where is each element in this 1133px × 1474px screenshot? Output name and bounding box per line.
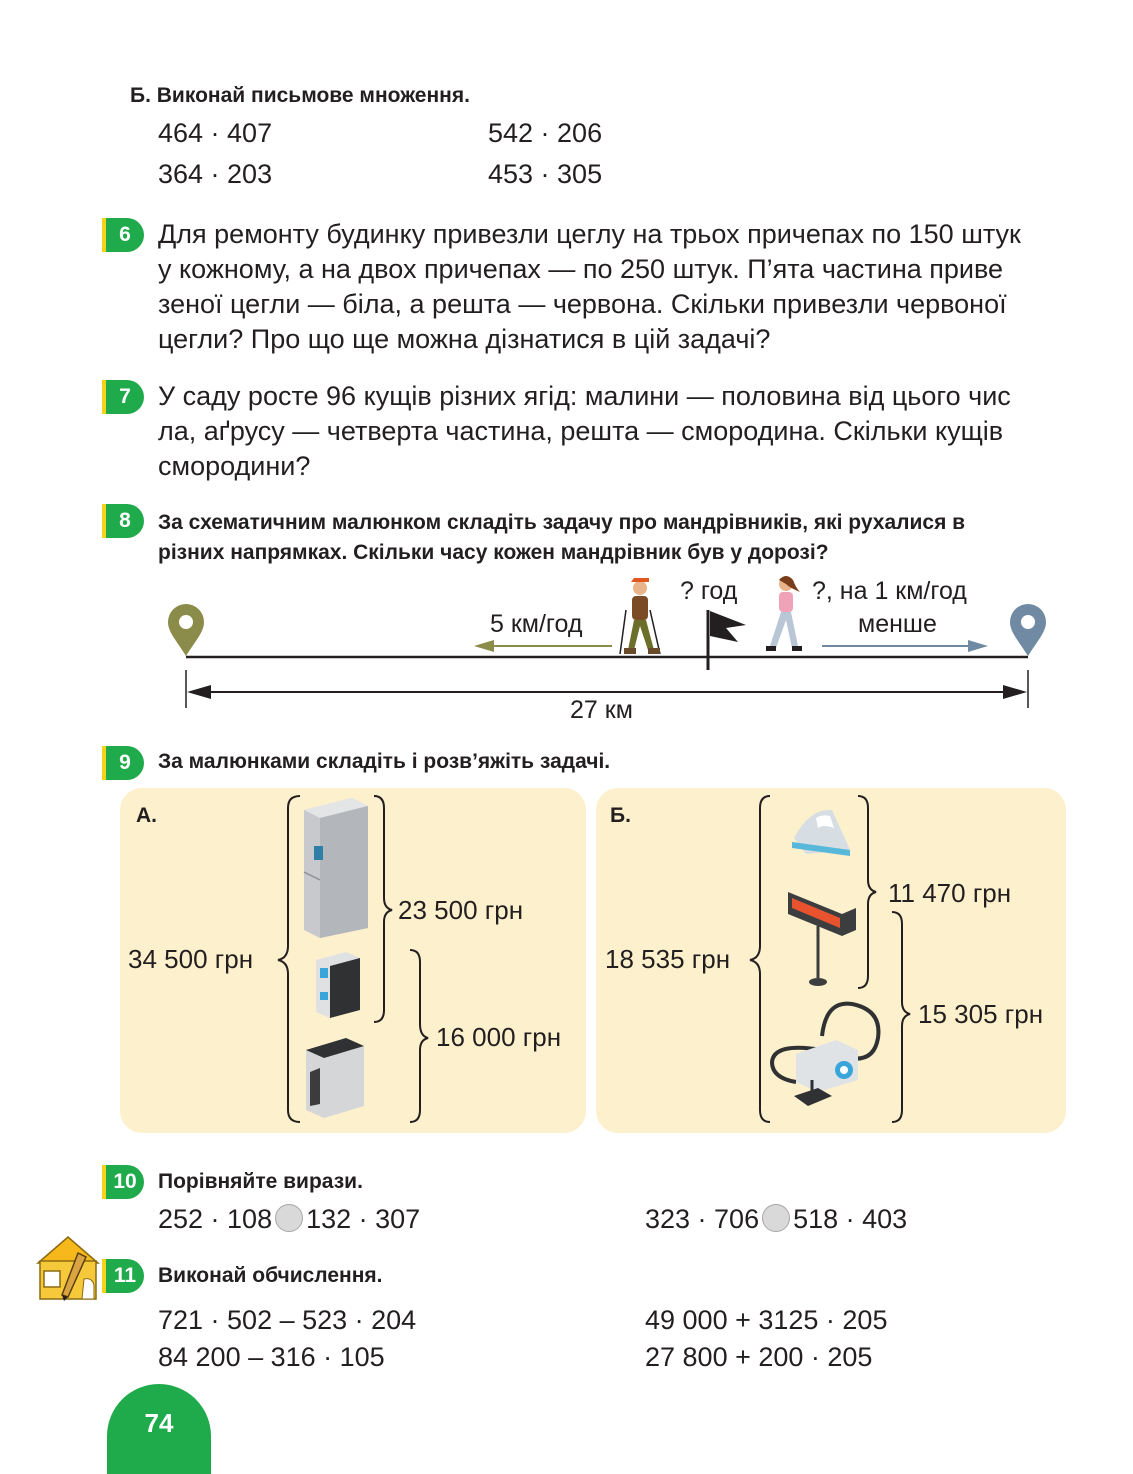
comparison-left: 252 · 108: [158, 1204, 273, 1234]
task-10-title: Порівняйте вирази.: [158, 1170, 363, 1193]
expression: 453 · 305: [488, 159, 603, 189]
bottom-brace: [892, 912, 910, 1122]
vacuum-cleaner-icon: [772, 1004, 878, 1106]
expression: 364 · 203: [158, 159, 273, 189]
panel-b-bottom-sum: 15 305 грн: [918, 999, 1044, 1029]
total-brace: [278, 796, 300, 1122]
top-brace: [858, 796, 876, 988]
task-6-text: [158, 217, 1078, 357]
task-number-8: 8: [102, 504, 144, 538]
panel-b-drawing: [596, 788, 1066, 1133]
comparison-left: 323 · 706: [645, 1204, 760, 1234]
task-8-line: За схематичним малюнком складіть задачу про мандрівників, які рухалися в: [158, 511, 966, 534]
expression: 721 · 502 – 523 · 204: [158, 1305, 417, 1335]
left-arrow: [474, 640, 612, 652]
iron-icon: [792, 810, 850, 856]
distance-label: 27 км: [570, 696, 633, 724]
expression: 27 800 + 200 · 205: [645, 1342, 873, 1372]
panel-b-label: Б.: [610, 804, 631, 827]
right-speed-label: ?, на 1 км/год: [812, 577, 967, 605]
task-6-line: у кожному, а на двох причепах — по 250 штук. П’ята частина приве: [158, 254, 1004, 284]
bottom-brace: [410, 950, 428, 1122]
task-6-line: Для ремонту будинку привезли цеглу на трьох причепах по 150 штук: [158, 219, 1021, 249]
page-number: 74: [144, 1408, 174, 1438]
panel-a-total: 34 500 грн: [128, 944, 254, 974]
heater-icon: [788, 892, 856, 986]
task-11-title: Виконай обчислення.: [158, 1264, 383, 1287]
comparison-row: [158, 1204, 420, 1235]
task-number-6: 6: [102, 218, 144, 252]
task-number-11: 11: [102, 1259, 144, 1293]
task-7-line: смородини?: [158, 451, 311, 481]
homework-house-icon: [34, 1233, 104, 1303]
panel-a-bottom-sum: 16 000 грн: [436, 1022, 562, 1052]
right-arrow: [822, 640, 988, 652]
task-number-9: 9: [102, 746, 144, 780]
expression: 542 · 206: [488, 118, 603, 148]
runner-icon: [766, 576, 802, 651]
coffee-machine-icon: [316, 952, 360, 1018]
task-number-7: 7: [102, 380, 144, 414]
panel-a-top-sum: 23 500 грн: [398, 895, 524, 925]
task-6-line: зеної цегли — біла, а решта — червона. Скільки привезли червоної: [158, 289, 1007, 319]
panel-a-label: А.: [136, 804, 157, 827]
comparison-row: [645, 1204, 907, 1235]
panel-b-top-sum: 11 470 грн: [888, 878, 1012, 908]
task-7-text: [158, 379, 1078, 484]
stove-icon: [306, 1038, 364, 1118]
right-speed-label-2: менше: [858, 610, 937, 638]
task-7-line: ла, аґрусу — четверта частина, решта — смородина. Скільки кущів: [158, 416, 1004, 446]
start-pin-icon: [168, 604, 204, 656]
task-8-line: різних напрямках. Скільки часу кожен мандрівник був у дорозі?: [158, 541, 829, 564]
expression: 464 · 407: [158, 118, 273, 148]
hiker-icon: [620, 578, 660, 654]
task-7-line: У саду росте 96 кущів різних ягід: малини — половина від цього чис: [158, 381, 1011, 411]
task-8-text: [158, 508, 1078, 568]
compare-circle[interactable]: [275, 1204, 303, 1232]
page-number-tab: [107, 1384, 211, 1474]
task-9-title: За малюнками складіть і розв’яжіть задачі.: [158, 750, 611, 773]
end-pin-icon: [1010, 604, 1046, 656]
compare-circle[interactable]: [762, 1204, 790, 1232]
panel-b-total: 18 535 грн: [605, 944, 731, 974]
fridge-icon: [304, 798, 368, 938]
panel-a-drawing: [120, 788, 586, 1133]
left-speed-label: 5 км/год: [490, 610, 583, 638]
total-brace: [750, 796, 770, 1122]
time-label: ? год: [680, 577, 738, 605]
flag-icon: [708, 610, 746, 670]
task-number-10: 10: [102, 1165, 144, 1199]
comparison-right: 132 · 307: [306, 1204, 421, 1234]
task-6-line: цегли? Про що ще можна дізнатися в цій задачі?: [158, 324, 771, 354]
expression: 49 000 + 3125 · 205: [645, 1305, 888, 1335]
top-brace: [374, 796, 392, 1022]
expression: 84 200 – 316 · 105: [158, 1342, 385, 1372]
comparison-right: 518 · 403: [793, 1204, 908, 1234]
section-b-title: Б. Виконай письмове множення.: [130, 84, 470, 107]
